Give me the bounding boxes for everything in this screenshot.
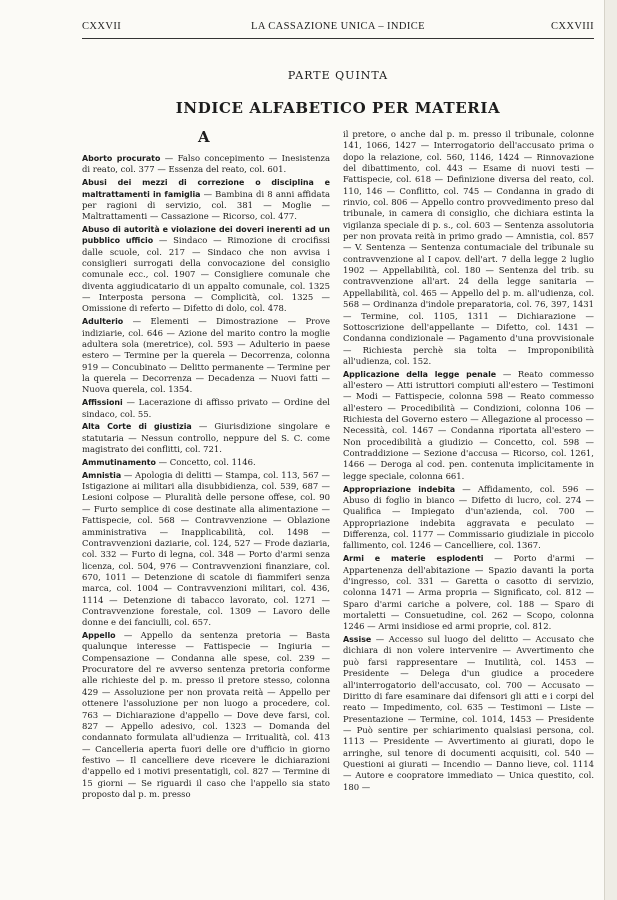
entry-heading: Assise — [343, 635, 372, 645]
index-entry — [343, 369, 594, 482]
left-column — [82, 153, 330, 802]
entry-text: — Apologia di delitti — Stampa, col. 113, 567 — Istigazione ai militari alla disubbidienza, col. 539, 687 — Lesioni colpose — Pluralità delle persone offese, col. 90 — Furto semplice di cose destinate alla alimentazione — Fattispecie, col. 568 — Contravvenzione — Oblazione amministrativa — Inapplicabilità, col. 1498 — Contravvenzioni daziarie, col. 124, 527 — Frode daziaria, col. 332 — Furto di legna, col. 348 — Porto d'armi senza licenza, col. 504, 976 — Contravvenzioni finanziare, col. 670, 1011 — Detenzione di scatole di fiammiferi senza marca, col. 1004 — Contravvenzioni militari, col. 436, 1114 — Detenzione di tabacco lavorato, col. 1271 — Contravvenzione forestale, col. 1309 — Lavoro delle donne e dei fanciulli, col. 657. — [82, 469, 330, 628]
index-entry — [343, 553, 594, 632]
part-heading: PARTE QUINTA — [287, 69, 389, 82]
entry-heading: Applicazione della legge penale — [343, 369, 497, 379]
header-rule — [82, 38, 594, 39]
index-entry — [343, 129, 594, 367]
entry-text: — Reato commesso all'estero — Atti istruttori compiuti all'estero — Testimoni — Modi — Fattispecie, colonna 598 — Reato commesso all'estero — Procedibilità — Condizioni, colonna 106 — Richiesta del Governo estero — Allegazione al processo — Necessità, col. 1467 — Condanna riportata all'estero — Non procedibilità a giudizio — Concetto, col. 598 — Contraddizione — Sezione d'accusa — Ricorso, col. 1261, 1466 — Deroga al cod. pen. contenuta implicitamente in legge speciale, colonna 661. — [343, 368, 594, 481]
index-entry — [82, 470, 330, 629]
entry-text: — Bambina di 8 anni affidata per ragioni di servizio, col. 381 — Moglie — Maltrattamenti — Cassazione — Ricorso, col. 477. — [82, 188, 330, 222]
entry-heading: Affissioni — [82, 398, 123, 408]
entry-text: — Giurisdizione singolare e statutaria — Nessun controllo, neppure del S. C. come magistrato dei conflitti, col. 721. — [82, 421, 330, 455]
entry-text: — Accesso sul luogo del delitto — Accusato che dichiara di non volere intervenire — Avvertimento che può farsi rappresentare — Inutilità, col. 1453 — Presidente — Delega d'un giudice a procedere all'interrogatorio dell'accusato, col. 700 — Accusato — Diritto di fare esaminare dai difensori gli atti e i corpi del reato — Impedimento, col. 635 — Testimoni — Liste — Presentazione — Termine, col. 1014, 1453 — Presidente — Può sentire per schiarimento qualsiasi persona, col. 1113 — Presidente — Avvertimento ai giurati, dopo le arringhe, sul tenore di documenti acquisiti, col. 540 — Questioni ai giurati — Incendio — Danno lieve, col. 1114 — Autore e coopratore immediato — Unica questito, col. 180 — — [343, 634, 594, 792]
entry-heading: Abusi dei mezzi di correzione o disciplina e maltrattamenti in famiglia — [82, 178, 330, 199]
entry-heading: Aborto procurato — [82, 154, 161, 163]
entry-heading: Abuso di autorità e violazione dei doveri inerenti ad un pubblico ufficio — [82, 225, 330, 246]
entry-text: — Concetto, col. 1146. — [155, 456, 256, 467]
index-entry — [82, 397, 330, 420]
page-number-left: CXXVII — [82, 21, 122, 32]
index-entry — [82, 421, 330, 455]
entry-text: — Sindaco — Rimozione di crocifissi dalle scuole, col. 217 — Sindaco che non avvisa i consiglieri surrogati della convocazione del consiglio comunale ecc., col. 1907 — Consigliere comunale che diventa aggiudicatario di un appalto comunale, col. 1325 — Interposta persona — Complicità, col. 1325 — Omissione di referto — Difetto di dolo, col. 478. — [82, 235, 330, 314]
entry-text: — Porto d'armi — Appartenenza dell'abitazione — Spazio davanti la porta d'ingresso, col. 331 — Garetta o casotto di servizio, colonna 1471 — Arma propria — Significato, col. 812 — Sparo d'armi cariche a polvere, col. 188 — Sparo di mortaletti — Consuetudine, col. 262 — Scopo, colonna 1246 — Armi insidiose ed armi proprie, col. 812. — [343, 553, 594, 632]
index-entry — [82, 153, 330, 176]
index-entry — [343, 484, 594, 552]
index-entry — [82, 457, 330, 468]
entry-heading: Armi e materie esplodenti — [343, 554, 484, 564]
entry-heading: Alta Corte di giustizia — [82, 422, 192, 432]
page-edge — [604, 0, 617, 900]
index-entry — [82, 630, 330, 800]
entry-text: — Elementi — Dimostrazione — Prove indiziarie, col. 646 — Azione del marito contro la moglie adultera sola (meretrice), col. 593 — Adulterio in paese estero — Termine per la querela — Decorrenza, colonna 919 — Concubinato — Delitto permanente — Termine per la querela — Decorrenza — Decadenza — Nuovi fatti — Nuova querela, col. 1354. — [82, 316, 330, 395]
entry-heading: Appropriazione indebita — [343, 484, 456, 494]
entry-text: il pretore, o anche dal p. m. presso il tribunale, colonne 141, 1066, 1427 — Interrogatorio dell'accusato prima o dopo la relazione, col. 560, 1146, 1424 — Rinnovazione del dibattimento, col. 443 — Esame di nuovi testi — Fattispecie, col. 618 — Definizione diversa del reato, col. 110, 146 — Conflitto, col. 745 — Condanna in grado di rinvio, col. 806 — Appello contro provvedimento preso dal tribunale, in camera di consiglio, che dichiara estinta la vigilanza speciale di p. s., col. 603 — Sentenza assolutoria per non provata reità in primo grado — Amnistia, col. 857 — V. Sentenza — Sentenza contumaciale del tribunale su contravvenzione al I capov. dell'art. 7 della legge 2 luglio 1902 — Appellabilità, col. 180 — Sentenza del trib. su contravvenzione all'art. 24 della legge sanitaria — Appellabilità, col. 465 — Appello del p. m. all'udienza, col. 568 — Ordinanza d'indole preparatoria, col. 76, 397, 1431 — Termine, col. 1105, 1311 — Dichiarazione — Sottoscrizione dell'appellante — Difetto, col. 1431 — Condanna condizionale — Pagamento d'una provvisionale — Richiesta perchè sia tolta — Improponibilità all'udienza, col. 152. — [343, 129, 594, 366]
entry-text: — Falso concepimento — Inesistenza di reato, col. 377 — Essenza del reato, col. 601. — [82, 153, 331, 175]
right-column — [343, 129, 594, 794]
index-entry — [343, 634, 594, 793]
index-entry — [82, 224, 330, 315]
index-entry — [82, 177, 330, 222]
entry-text: — Lacerazione di affisso privato — Ordine del sindaco, col. 55. — [82, 397, 330, 419]
section-letter: A — [198, 128, 210, 146]
running-header — [82, 21, 594, 37]
entry-text: — Affidamento, col. 596 — Abuso di foglio in bianco — Difetto di lucro, col. 274 — Qualifica — Impiegato d'un'azienda, col. 700 — Appropriazione indebita aggravata e peculato — Differenza, col. 1177 — Commissario giudiziale in piccolo fallimento, col. 1246 — Cancelliere, col. 1367. — [343, 483, 594, 551]
index-entry — [82, 316, 330, 395]
running-title: LA CASSAZIONE UNICA – INDICE — [251, 21, 425, 32]
entry-heading: Ammutinamento — [82, 457, 156, 467]
entry-heading: Amnistia — [82, 470, 122, 480]
entry-text: — Appello da sentenza pretoria — Basta qualunque interesse — Fattispecie — Ingiuria — Compensazione — Condanna alle spese, col. 239 — Procuratore del re avverso sentenza pretoria conforme alle richieste del p. m. presso il pretore stesso, colonna 429 — Assoluzione per non provata reità — Appello per ottenere l'assoluzione per non luogo a procedere, col. 763 — Dichiarazione d'appello — Dove deve farsi, col. 827 — Appello adesivo, col. 1323 — Domanda del condannato formulata all'udienza — Irritualità, col. 413 — Cancelleria aperta fuori delle ore d'ufficio in giorno festivo — Il cancelliere deve ricevere le dichiarazioni d'appello ed i motivi presentatigli, col. 827 — Termine di 15 giorni — Se riguardi il caso che l'appello sia stato proposto dal p. m. presso — [82, 630, 330, 799]
entry-heading: Appello — [82, 631, 116, 641]
page-number-right: CXXVIII — [550, 21, 594, 32]
entry-heading: Adulterio — [82, 317, 124, 327]
index-title: INDICE ALFABETICO PER MATERIA — [175, 99, 501, 117]
